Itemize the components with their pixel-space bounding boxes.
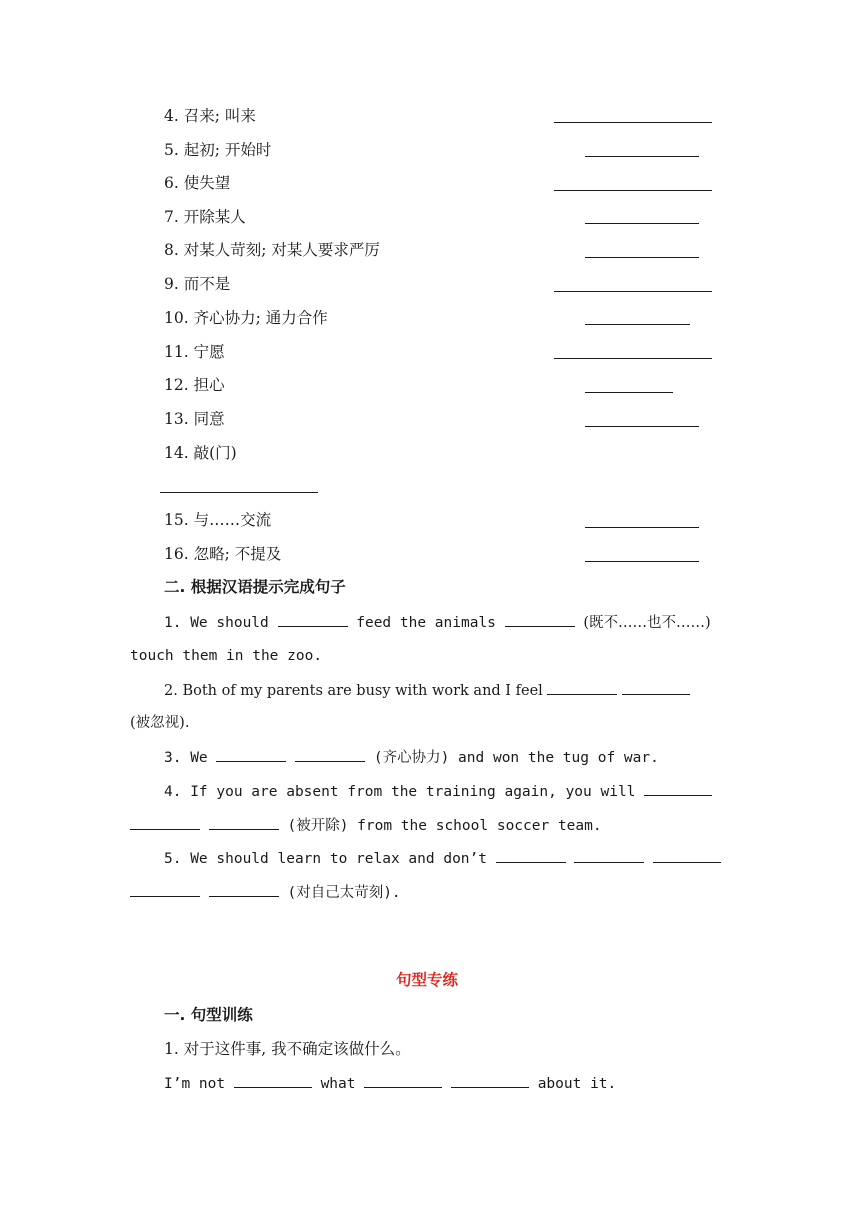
vocab-item-6: 6. 使失望 [164, 174, 231, 192]
answer-blank-16[interactable] [585, 561, 699, 562]
sentence-4: 4. If you are absent from the training again, you will [164, 781, 712, 802]
vocab-item-13: 13. 同意 [164, 410, 225, 428]
sentence-5-blank-5[interactable] [209, 882, 279, 897]
answer-blank-7[interactable] [585, 223, 699, 224]
vocab-item-16: 16. 忽略; 不提及 [164, 545, 282, 563]
answer-blank-14[interactable] [160, 492, 318, 493]
sentence-4-continued: (被开除) from the school soccer team. [130, 815, 602, 836]
answer-blank-6[interactable] [554, 190, 712, 191]
sentence-5-blank-2[interactable] [574, 848, 644, 863]
sentence-5-blank-4[interactable] [130, 882, 200, 897]
sentence-3-blank-1[interactable] [216, 747, 286, 762]
answer-blank-13[interactable] [585, 426, 699, 427]
sentence-1-blank-2[interactable] [505, 612, 575, 627]
sentence-5-blank-1[interactable] [496, 848, 566, 863]
pattern-answer-1-blank-1[interactable] [234, 1073, 312, 1088]
sentence-3-blank-2[interactable] [295, 747, 365, 762]
section-heading-sentences: 二. 根据汉语提示完成句子 [164, 578, 346, 596]
answer-blank-10[interactable] [585, 324, 690, 325]
sentence-5-continued: (对自己太苛刻). [130, 882, 401, 903]
sentence-2-continued: (被忽视). [130, 715, 190, 731]
sentence-1-continued: touch them in the zoo. [130, 648, 323, 664]
vocab-item-4: 4. 召来; 叫来 [164, 107, 256, 125]
answer-blank-15[interactable] [585, 527, 699, 528]
vocab-item-5: 5. 起初; 开始时 [164, 141, 272, 159]
answer-blank-12[interactable] [585, 392, 673, 393]
pattern-answer-1-blank-3[interactable] [451, 1073, 529, 1088]
sentence-2-blank-1[interactable] [547, 680, 617, 695]
section-title-sentence-patterns: 句型专练 [396, 971, 459, 989]
sentence-4-blank-1[interactable] [644, 781, 712, 796]
answer-blank-9[interactable] [554, 291, 712, 292]
vocab-item-15: 15. 与……交流 [164, 511, 272, 529]
vocab-item-7: 7. 开除某人 [164, 208, 246, 226]
sentence-4-blank-2[interactable] [130, 815, 200, 830]
vocab-item-11: 11. 宁愿 [164, 343, 225, 361]
answer-blank-5[interactable] [585, 156, 699, 157]
section-heading-pattern-training: 一. 句型训练 [164, 1006, 253, 1024]
answer-blank-11[interactable] [554, 358, 712, 359]
answer-blank-4[interactable] [554, 122, 712, 123]
vocab-item-10: 10. 齐心协力; 通力合作 [164, 309, 328, 327]
sentence-1: 1. We should feed the animals (既不……也不……) [164, 612, 711, 633]
answer-blank-8[interactable] [585, 257, 699, 258]
pattern-answer-1-blank-2[interactable] [364, 1073, 442, 1088]
sentence-1-blank-1[interactable] [278, 612, 348, 627]
sentence-3: 3. We (齐心协力) and won the tug of war. [164, 747, 659, 768]
sentence-4-blank-3[interactable] [209, 815, 279, 830]
sentence-5-blank-3[interactable] [653, 848, 721, 863]
sentence-2: 2. Both of my parents are busy with work and I feel [164, 680, 690, 701]
sentence-5: 5. We should learn to relax and don’t [164, 848, 721, 869]
vocab-item-9: 9. 而不是 [164, 275, 231, 293]
vocab-item-8: 8. 对某人苛刻; 对某人要求严厉 [164, 241, 380, 259]
vocab-item-12: 12. 担心 [164, 376, 225, 394]
vocab-item-14: 14. 敲(门) [164, 444, 237, 462]
pattern-answer-1: I’m not what about it. [164, 1073, 616, 1094]
sentence-2-blank-2[interactable] [622, 680, 690, 695]
pattern-question-1: 1. 对于这件事, 我不确定该做什么。 [164, 1040, 411, 1058]
